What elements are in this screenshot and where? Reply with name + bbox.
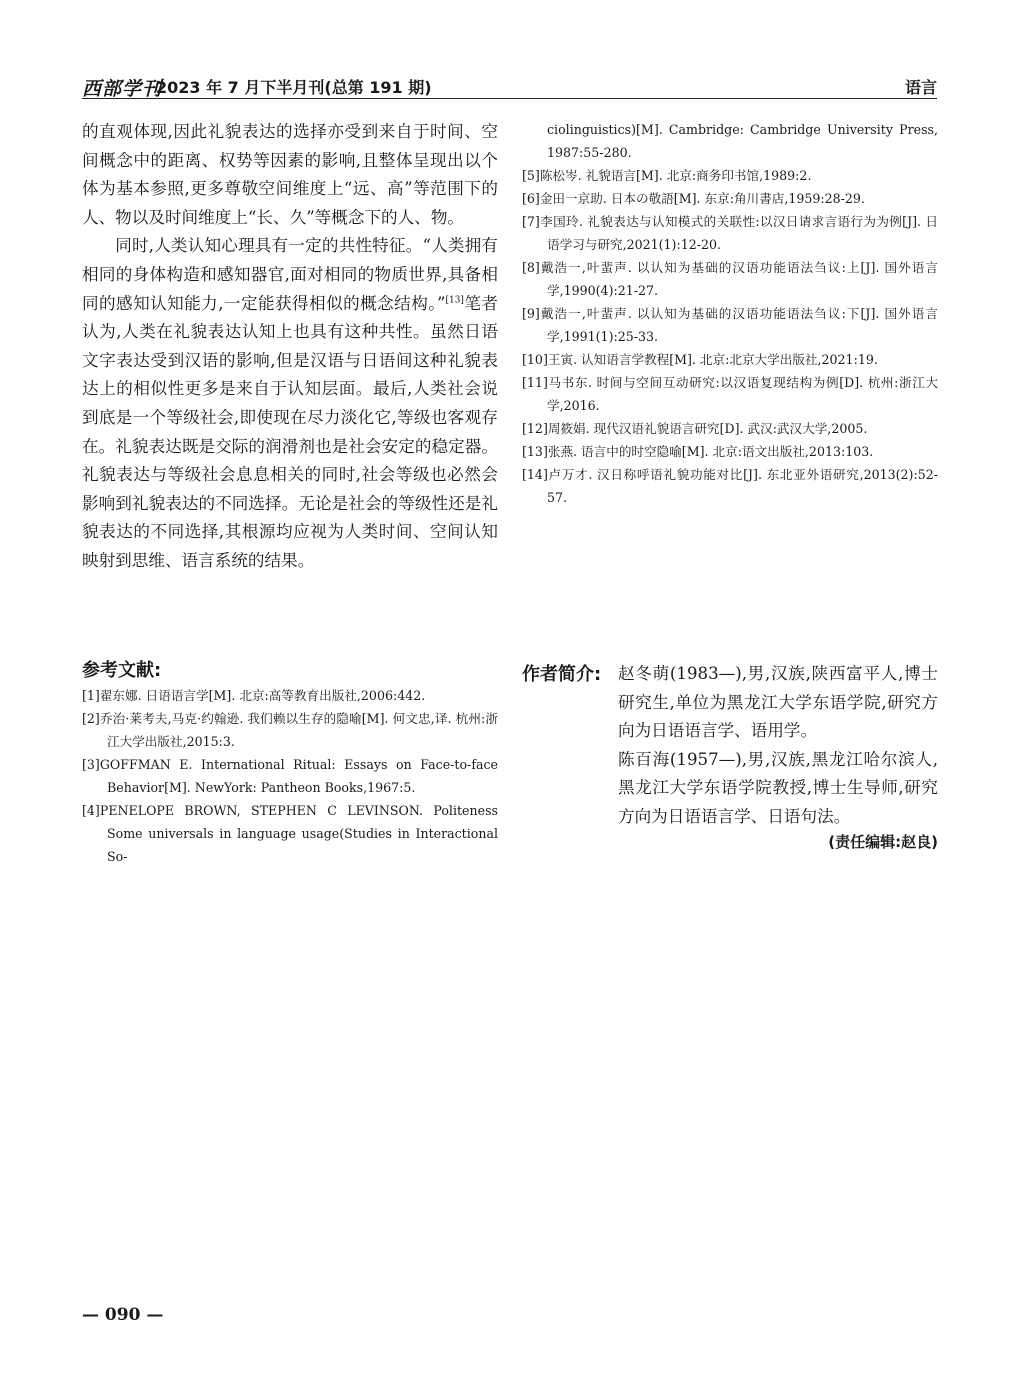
citation-13: [13] [445,295,464,306]
paragraph-2-part-b: 笔者认为,人类在礼貌表达认知上也具有这种共性。虽然日语文字表达受到汉语的影响,但是汉语与日语间这种礼貌表达上的相似性更多是来自于认知层面。最后,人类社会说到底是一个等级社会,即使现在尽力淡化它,等级也客观存在。礼貌表达既是交际的润滑剂也是社会安定的稳定器。礼貌表达与等级社会息息相关的同时,社会等级也必然会影响到礼貌表达的不同选择。无论是社会的等级性还是礼貌表达的不同选择,其根源均应视为人类时间、空间认知映射到思维、语言系统的结果。 [82,293,498,570]
reference-item: [4]PENELOPE BROWN, STEPHEN C LEVINSON. Politeness Some universals in language usage(Studies in Interactional So- [82,803,498,864]
responsible-editor: (责任编辑:赵良) [828,833,938,851]
page-number: — 090 — [82,1305,164,1325]
body-text [82,118,498,576]
reference-item: [7]李国玲. 礼貌表达与认知模式的关联性:以汉日请求言语行为为例[J]. 日语学习与研究,2021(1):12-20. [522,214,938,252]
reference-continuation: ciolinguistics)[M]. Cambridge: Cambridge University Press, 1987:55-280. [547,122,938,160]
author-bio [618,660,938,832]
reference-item: [8]戴浩一,叶蜚声. 以认知为基础的汉语功能语法刍议:上[J]. 国外语言学,1990(4):21-27. [522,260,938,298]
references-right [522,118,938,509]
reference-item: [5]陈松岑. 礼貌语言[M]. 北京:商务印书馆,1989:2. [522,168,812,183]
author-bio-2: 陈百海(1957—),男,汉族,黑龙江哈尔滨人,黑龙江大学东语学院教授,博士生导师,研究方向为日语语言学、日语句法。 [618,749,938,826]
page-header [82,72,937,99]
paragraph-2 [82,232,498,575]
journal-logo: 西部学刊 [82,78,163,100]
reference-item: [9]戴浩一,叶蜚声. 以认知为基础的汉语功能语法刍议:下[J]. 国外语言学,1991(1):25-33. [522,306,938,344]
section-name: 语言 [904,78,937,97]
references-title: 参考文献: [82,660,162,681]
reference-item: [2]乔治·莱考夫,马克·约翰逊. 我们赖以生存的隐喻[M]. 何文忠,译. 杭州:浙江大学出版社,2015:3. [82,711,498,749]
reference-item: [14]卢万才. 汉日称呼语礼貌功能对比[J]. 东北亚外语研究,2013(2):52-57. [522,467,938,505]
reference-item: [3]GOFFMAN E. International Ritual: Essays on Face-to-face Behavior[M]. NewYork: Pantheon Books,1967:5. [82,757,498,795]
reference-item: [13]张燕. 语言中的时空隐喻[M]. 北京:语文出版社,2013:103. [522,444,874,459]
reference-item: [10]王寅. 认知语言学教程[M]. 北京:北京大学出版社,2021:19. [522,352,878,367]
reference-item: [12]周筱娟. 现代汉语礼貌语言研究[D]. 武汉:武汉大学,2005. [522,421,868,436]
references-left [82,684,498,868]
reference-item: [6]金田一京助. 日本の敬語[M]. 东京:角川書店,1959:28-29. [522,191,865,206]
paragraph-1: 的直观体现,因此礼貌表达的选择亦受到来自于时间、空间概念中的距离、权势等因素的影响,且整体呈现出以个体为基本参照,更多尊敬空间维度上“远、高”等范围下的人、物以及时间维度上“长、久”等概念下的人、物。 [82,122,498,227]
author-bio-1: 赵冬萌(1983—),男,汉族,陕西富平人,博士研究生,单位为黑龙江大学东语学院,研究方向为日语语言学、语用学。 [618,664,938,741]
issue-info: 2023 年 7 月下半月刊(总第 191 期) [156,78,432,97]
reference-item: [1]翟东娜. 日语语言学[M]. 北京:高等教育出版社,2006:442. [82,688,426,703]
paragraph-2-part-a: 同时,人类认知心理具有一定的共性特征。“人类拥有相同的身体构造和感知器官,面对相同的物质世界,具备相同的感知认知能力,一定能获得相似的概念结构。” [82,236,498,313]
author-label: 作者简介: [522,664,602,685]
reference-item: [11]马书东. 时间与空间互动研究:以汉语复现结构为例[D]. 杭州:浙江大学,2016. [522,375,938,413]
